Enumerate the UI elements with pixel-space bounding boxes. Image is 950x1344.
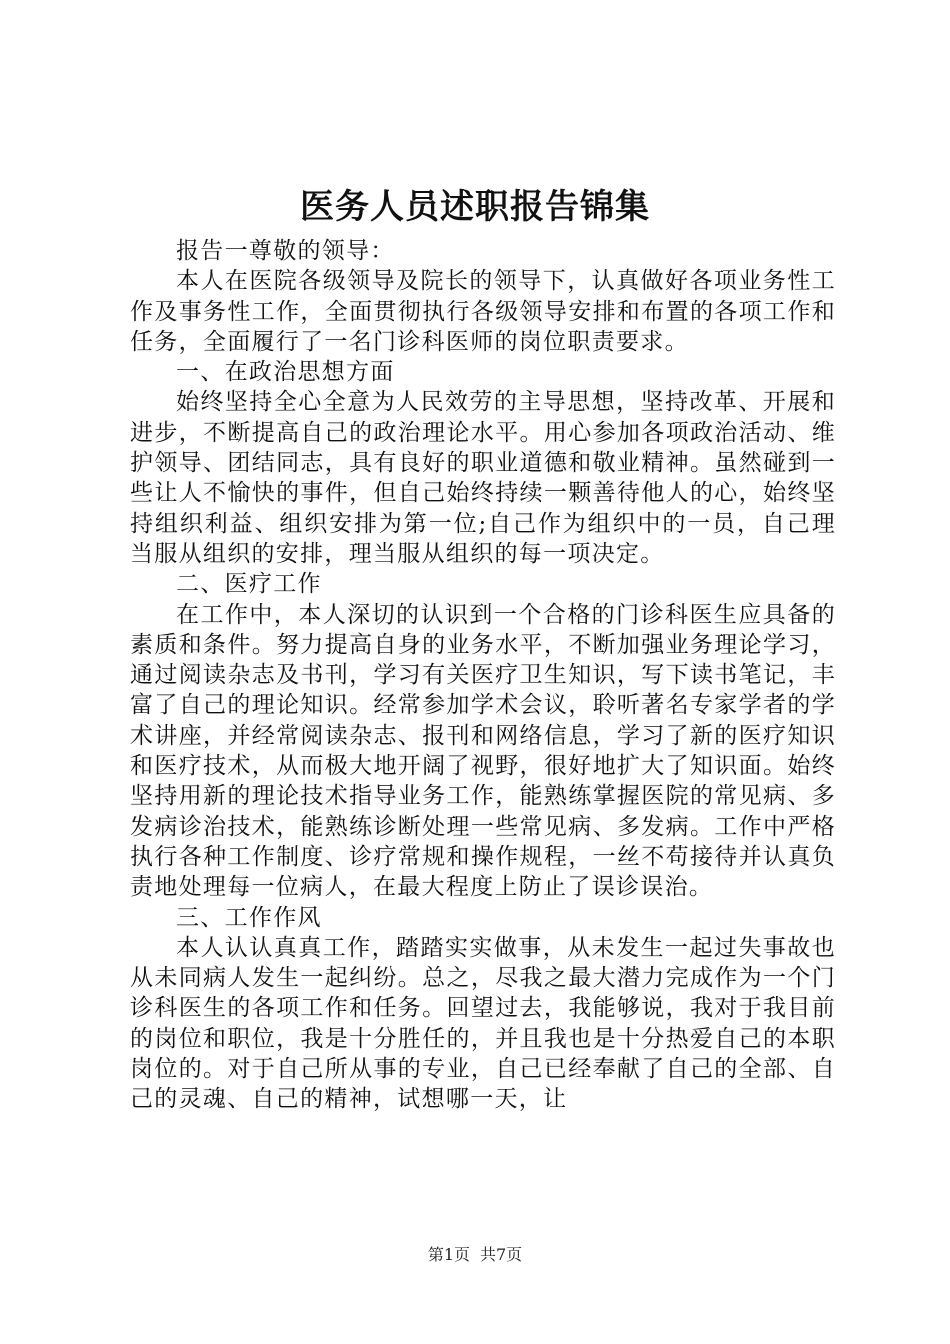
medical-paragraph: 在工作中，本人深切的认识到一个合格的门诊科医生应具备的素质和条件。努力提高自身的业务水平，不断加强业务理论学习，通过阅读杂志及书刊，学习有关医疗卫生知识，写下读书笔记，丰富了自己的理论知识。经常参加学术会议，聆听著名专家学者的学术讲座，并经常阅读杂志、报刊和网络信息，学习了新的医疗知识和医疗技术，从而极大地开阔了视野，很好地扩大了知识面。始终坚持用新的理论技术指导业务工作，能熟练掌握医院的常见病、多发病诊治技术，能熟练诊断处理一些常见病、多发病。工作中严格执行各种工作制度、诊疗常规和操作规程，一丝不苟接待并认真负责地处理每一位病人，在最大程度上防止了误诊误治。 — [130, 601, 836, 901]
section-heading-work-style: 三、工作作风 — [176, 904, 322, 931]
document-title: 医务人员述职报告锦集 — [300, 187, 650, 227]
work-style-paragraph: 本人认认真真工作，踏踏实实做事，从未发生一起过失事故也从未同病人发生一起纠纷。总之，尽我之最大潜力完成作为一个门诊科医生的各项工作和任务。回望过去，我能够说，我对于我目前的岗位和职位，我是十分胜任的，并且我也是十分热爱自己的本职岗位的。对于自己所从事的专业，自己已经奉献了自己的全部、自己的灵魂、自己的精神，试想哪一天，让 — [130, 934, 836, 1113]
intro-paragraph: 本人在医院各级领导及院长的领导下，认真做好各项业务性工作及事务性工作，全面贯彻执行各级领导安排和布置的各项工作和任务，全面履行了一名门诊科医师的岗位职责要求。 — [130, 268, 836, 355]
greeting-paragraph: 报告一尊敬的领导： — [176, 238, 395, 264]
section-heading-medical: 二、医疗工作 — [176, 571, 322, 598]
page-number: 第1页 — [427, 1245, 470, 1264]
politics-paragraph: 始终坚持全心全意为人民效劳的主导思想，坚持改革、开展和进步，不断提高自己的政治理论水平。用心参加各项政治活动、维护领导、团结同志，具有良好的职业道德和敬业精神。虽然碰到一些让人不愉快的事件，但自己始终持续一颗善待他人的心，始终坚持组织利益、组织安排为第一位;自己作为组织中的一员，自己理当服从组织的安排，理当服从组织的每一项决定。 — [130, 389, 836, 567]
document-body — [130, 236, 836, 1115]
page-footer — [0, 1245, 950, 1265]
page-total: 共7页 — [480, 1245, 523, 1264]
section-heading-politics: 一、在政治思想方面 — [176, 359, 395, 386]
